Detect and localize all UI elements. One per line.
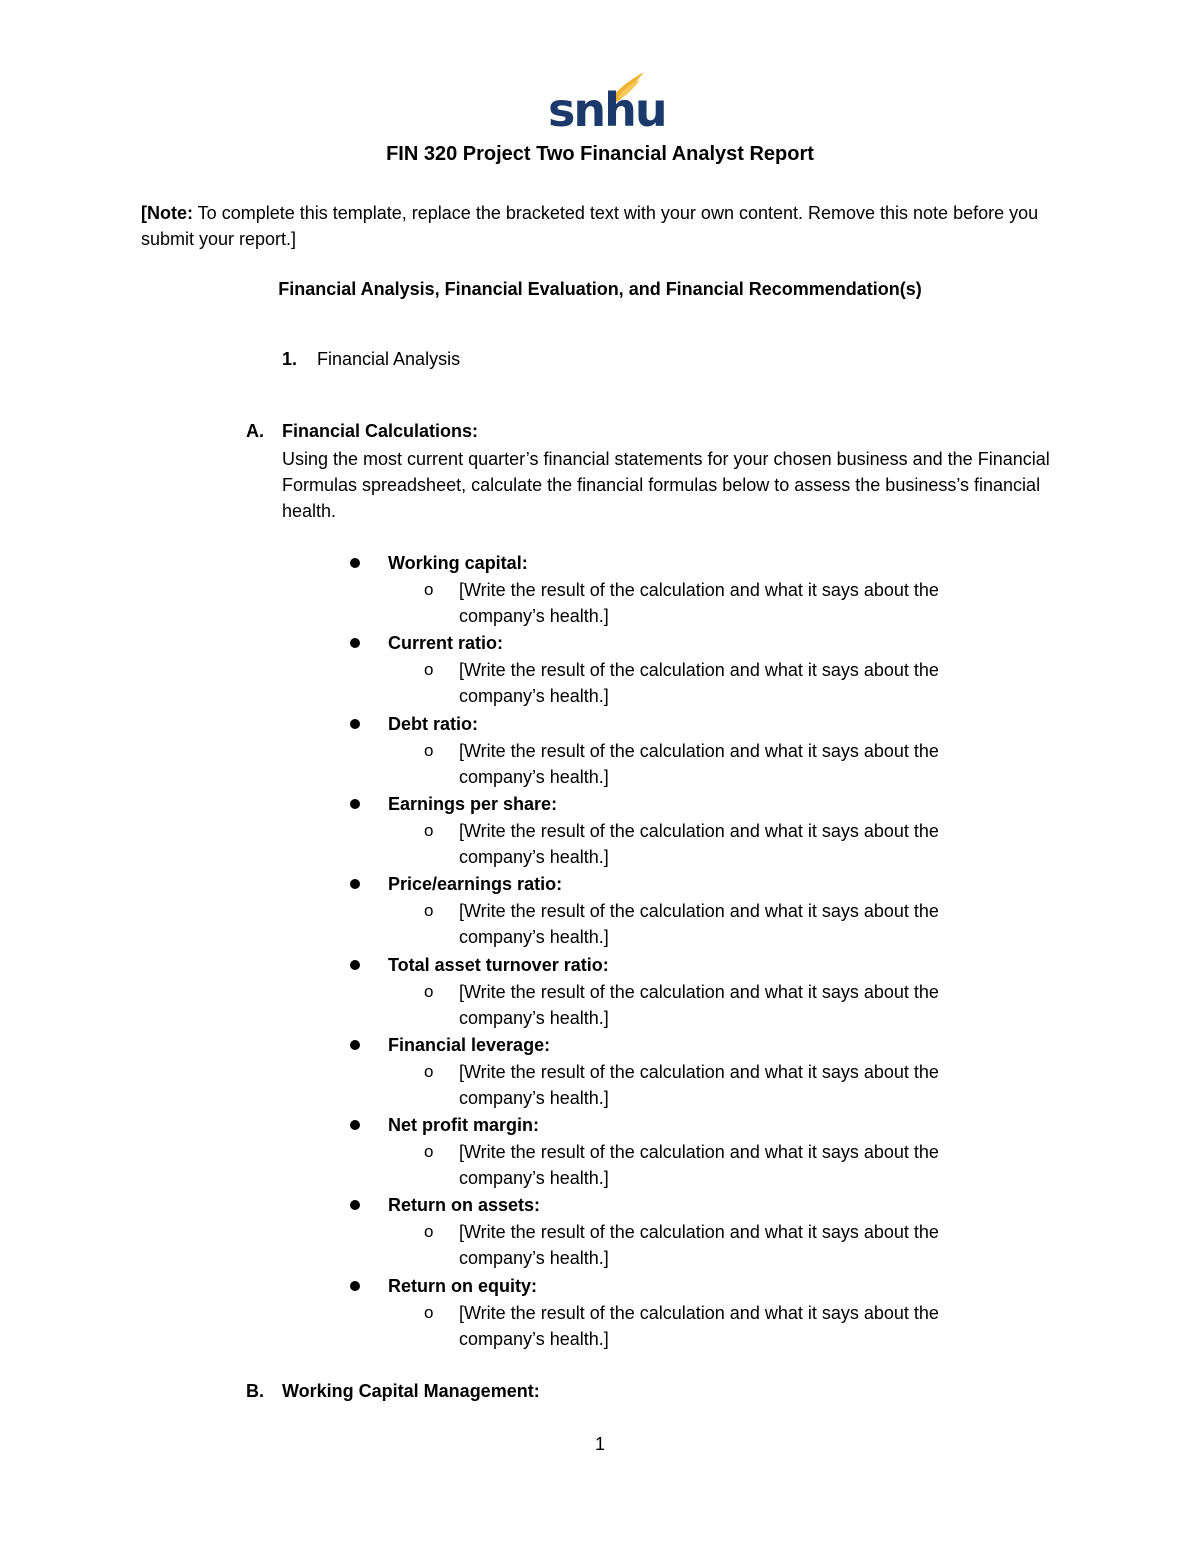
bullet-dot xyxy=(350,1200,360,1210)
bullet-placeholder-text: [Write the result of the calculation and what it says about the company’s health.] xyxy=(459,901,939,948)
template-note xyxy=(141,200,1051,252)
note-text: To complete this template, replace the bracketed text with your own content. Remove this note before you submit your report.] xyxy=(141,203,1039,249)
section-1-label: Financial Analysis xyxy=(317,349,461,369)
bullet-placeholder-text: [Write the result of the calculation and what it says about the company’s health.] xyxy=(459,1061,939,1108)
bullet-label: Net profit margin: xyxy=(388,1115,539,1136)
bullet-dot xyxy=(350,879,360,889)
part-b-heading: Working Capital Management: xyxy=(282,1381,540,1401)
bullet-label: Financial leverage: xyxy=(388,1034,551,1055)
sub-bullet-marker: o xyxy=(424,1222,434,1242)
bullet-label: Working capital: xyxy=(388,553,528,573)
bullet-placeholder-text: [Write the result of the calculation and what it says about the company’s health.] xyxy=(459,1222,939,1269)
sub-bullet-marker: o xyxy=(424,660,434,680)
bullet-dot xyxy=(350,719,360,729)
page-number: 1 xyxy=(594,1434,605,1454)
bullet-label: Return on equity: xyxy=(388,1275,537,1296)
part-b-letter: B. xyxy=(246,1381,264,1401)
sub-bullet-marker: o xyxy=(424,820,434,840)
bullet-dot xyxy=(350,960,360,970)
bullet-dot xyxy=(350,1120,360,1130)
bullet-label: Earnings per share: xyxy=(388,793,558,814)
bullet-label: Debt ratio: xyxy=(388,713,478,734)
bullet-placeholder-text: [Write the result of the calculation and what it says about the company’s health.] xyxy=(459,740,939,787)
sub-bullet-marker: o xyxy=(424,1302,434,1322)
bullet-dot xyxy=(350,1281,360,1291)
bullet-placeholder-text: [Write the result of the calculation and what it says about the company’s health.] xyxy=(459,981,939,1028)
sub-bullet-marker: o xyxy=(424,981,434,1001)
bullet-label: Current ratio: xyxy=(388,633,504,654)
sub-bullet-marker: o xyxy=(424,740,434,760)
part-a-instructions: Using the most current quarter’s financial statements for your chosen business and the Financial Formulas spreadsheet, calculate the financial formulas below to assess the business’s financial health. xyxy=(282,449,1050,521)
document-title: FIN 320 Project Two Financial Analyst Report xyxy=(386,143,814,165)
snhu-logo xyxy=(548,68,666,140)
sub-bullet-marker: o xyxy=(424,901,434,921)
bullet-label: Price/earnings ratio: xyxy=(388,874,563,895)
bullet-placeholder-text: [Write the result of the calculation and what it says about the company’s health.] xyxy=(459,1302,939,1349)
section-heading: Financial Analysis, Financial Evaluation, and Financial Recommendation(s) xyxy=(278,279,922,299)
bullet-label: Return on assets: xyxy=(388,1195,541,1216)
bullet-placeholder-text: [Write the result of the calculation and what it says about the company’s health.] xyxy=(459,660,939,707)
bullet-placeholder-text: [Write the result of the calculation and what it says about the company’s health.] xyxy=(459,820,939,867)
bullet-dot xyxy=(350,638,360,648)
bullet-placeholder-text: [Write the result of the calculation and what it says about the company’s health.] xyxy=(459,1142,939,1189)
bullet-placeholder-text: [Write the result of the calculation and what it says about the company’s health.] xyxy=(459,580,939,626)
part-a-letter: A. xyxy=(246,421,264,441)
bullet-dot xyxy=(350,558,360,568)
part-a-heading: Financial Calculations: xyxy=(282,421,479,441)
bullet-label: Total asset turnover ratio: xyxy=(388,954,609,975)
sub-bullet-marker: o xyxy=(424,1061,434,1081)
logo-wordmark: snhu xyxy=(548,83,666,137)
sub-bullet-marker: o xyxy=(424,580,434,599)
sub-bullet-marker: o xyxy=(424,1142,434,1162)
note-label: [Note: xyxy=(141,203,193,223)
bullet-dot xyxy=(350,1040,360,1050)
section-1-number: 1. xyxy=(282,349,298,369)
bullet-dot xyxy=(350,799,360,809)
